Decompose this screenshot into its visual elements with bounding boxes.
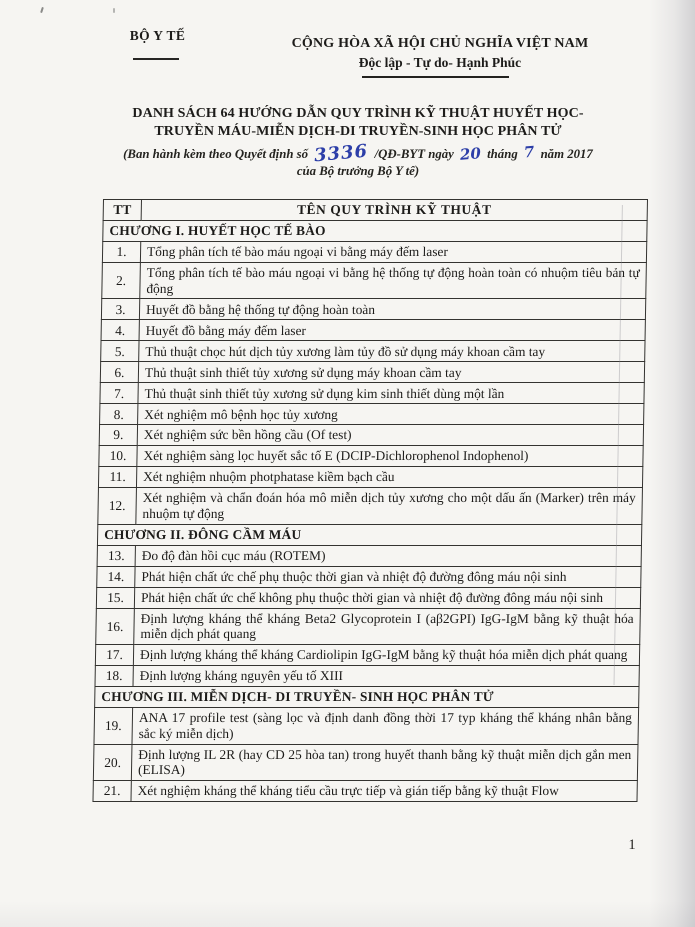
row-procedure-name: Phát hiện chất ức chế phụ thuộc thời gian và nhiệt độ đường đông máu nội sinh	[135, 566, 641, 587]
row-number: 16.	[96, 608, 135, 645]
table-row	[100, 383, 644, 404]
scan-speck	[40, 7, 44, 13]
chapter-title: CHƯƠNG III. MIỄN DỊCH- DI TRUYỀN- SINH HỌC PHÂN TỬ	[95, 687, 639, 708]
row-procedure-name: ANA 17 profile test (sàng lọc và định danh đồng thời 17 typ kháng thể kháng nhân bằng sắc ký miễn dịch)	[132, 708, 639, 745]
issuing-org: BỘ Y TẾ	[129, 28, 186, 43]
table-row	[102, 262, 647, 299]
decree-mid1: /QĐ-BYT ngày	[374, 147, 454, 161]
handwritten-decree-number: 3336	[313, 140, 370, 167]
table-row	[100, 362, 644, 383]
row-procedure-name: Tổng phân tích tế bào máu ngoại vi bằng máy đếm laser	[140, 241, 646, 262]
row-procedure-name: Thủ thuật sinh thiết tủy xương sử dụng máy khoan cầm tay	[138, 362, 644, 383]
decree-subtitle-line2: của Bộ trưởng Bộ Y tế)	[296, 164, 420, 178]
row-procedure-name: Tổng phân tích tế bào máu ngoại vi bằng hệ thống tự động hoàn toàn có nhuộm tiêu bản tự động	[140, 262, 647, 299]
table-row	[93, 781, 637, 802]
chapter-row	[103, 220, 647, 241]
procedure-table-container	[92, 199, 648, 802]
row-procedure-name: Xét nghiệm mô bệnh học tủy xương	[138, 404, 644, 425]
row-procedure-name: Định lượng kháng thể kháng Cardiolipin IgG-IgM bằng kỹ thuật hóa miễn dịch phát quang	[133, 645, 639, 666]
row-number: 1.	[102, 241, 140, 262]
procedure-table	[92, 199, 648, 802]
handwritten-day: 20	[459, 144, 482, 164]
row-number: 5.	[101, 341, 139, 362]
table-row	[101, 299, 645, 320]
table-row	[101, 320, 645, 341]
scan-bottom-shadow	[0, 901, 695, 927]
row-number: 4.	[101, 320, 139, 341]
table-row	[97, 566, 641, 587]
column-header-procedure-name: TÊN QUY TRÌNH KỸ THUẬT	[141, 200, 647, 221]
decree-suffix: năm 2017	[540, 147, 593, 161]
scan-speck	[113, 8, 115, 13]
column-header-tt: TT	[103, 200, 141, 221]
row-procedure-name: Định lượng kháng nguyên yếu tố XIII	[133, 666, 639, 687]
row-number: 10.	[99, 446, 137, 467]
table-row	[102, 241, 646, 262]
table-row	[96, 587, 640, 608]
motto-underline	[362, 76, 509, 78]
table-row	[99, 446, 643, 467]
table-row	[99, 425, 643, 446]
row-number: 3.	[101, 299, 139, 320]
org-underline	[133, 58, 179, 60]
table-row	[98, 467, 642, 488]
table-row	[96, 608, 641, 645]
table-row	[97, 545, 641, 566]
table-row	[95, 666, 639, 687]
row-number: 9.	[99, 425, 137, 446]
row-procedure-name: Xét nghiệm kháng thể kháng tiểu cầu trực tiếp và gián tiếp bằng kỹ thuật Flow	[131, 781, 637, 802]
row-number: 2.	[102, 262, 141, 299]
chapter-row	[97, 524, 641, 545]
row-procedure-name: Huyết đồ bằng hệ thống tự động hoàn toàn	[139, 299, 645, 320]
row-number: 18.	[95, 666, 133, 687]
row-procedure-name: Phát hiện chất ức chế không phụ thuộc thời gian và nhiệt độ đường đông máu nội sinh	[134, 587, 640, 608]
decree-prefix: (Ban hành kèm theo Quyết định số	[123, 147, 309, 161]
table-header-row	[103, 200, 647, 221]
row-procedure-name: Xét nghiệm nhuộm photphatase kiềm bạch cầu	[136, 467, 642, 488]
row-number: 6.	[100, 362, 138, 383]
row-number: 11.	[98, 467, 136, 488]
row-number: 7.	[100, 383, 138, 404]
row-number: 13.	[97, 545, 135, 566]
national-title: CỘNG HÒA XÃ HỘI CHỦ NGHĨA VIỆT NAM	[291, 36, 589, 51]
decree-mid2: tháng	[487, 147, 518, 161]
table-row	[93, 744, 638, 781]
row-number: 17.	[95, 645, 133, 666]
row-procedure-name: Thủ thuật sinh thiết tủy xương sử dụng kim sinh thiết dùng một lần	[138, 383, 644, 404]
chapter-title: CHƯƠNG II. ĐÔNG CẦM MÁU	[97, 524, 641, 545]
table-row	[101, 341, 645, 362]
row-procedure-name: Định lượng IL 2R (hay CD 25 hòa tan) trong huyết thanh bằng kỹ thuật miễn dịch gắn men (ELISA)	[131, 744, 638, 781]
chapter-row	[95, 687, 639, 708]
document-title	[68, 105, 648, 140]
row-procedure-name: Xét nghiệm và chẩn đoán hóa mô miễn dịch tủy xương cho một dấu ấn (Marker) trên máy nhuộm tự động	[136, 488, 643, 525]
row-number: 19.	[94, 708, 133, 745]
row-number: 20.	[93, 744, 132, 781]
procedure-table-body	[93, 220, 647, 801]
document-title-line1: DANH SÁCH 64 HƯỚNG DẪN QUY TRÌNH KỸ THUẬT HUYẾT HỌC-	[132, 106, 584, 121]
row-procedure-name: Huyết đồ bằng máy đếm laser	[139, 320, 645, 341]
table-row	[95, 645, 639, 666]
document-title-line2: TRUYỀN MÁU-MIỄN DỊCH-DI TRUYỀN-SINH HỌC PHÂN TỬ	[154, 123, 562, 139]
row-number: 12.	[98, 488, 137, 525]
page-number: 1	[628, 837, 636, 853]
decree-subtitle-line1	[48, 140, 668, 167]
row-number: 14.	[97, 566, 135, 587]
national-motto: Độc lập - Tự do- Hạnh Phúc	[358, 55, 522, 70]
decree-subtitle	[48, 140, 668, 180]
row-procedure-name: Thủ thuật chọc hút dịch tủy xương làm tủy đồ sử dụng máy khoan cầm tay	[139, 341, 645, 362]
table-row	[98, 488, 643, 525]
scan-edge-shadow	[649, 0, 695, 927]
row-procedure-name: Xét nghiệm sức bền hồng cầu (Of test)	[137, 425, 643, 446]
row-number: 8.	[100, 404, 138, 425]
row-number: 21.	[93, 781, 131, 802]
row-procedure-name: Định lượng kháng thể kháng Beta2 Glycoprotein I (aβ2GPI) IgG-IgM bằng kỹ thuật hóa miễn dịch phát quang	[134, 608, 641, 645]
handwritten-month: 7	[523, 142, 536, 162]
row-number: 15.	[96, 587, 134, 608]
row-procedure-name: Xét nghiệm sàng lọc huyết sắc tố E (DCIP-Dichlorophenol Indophenol)	[137, 446, 643, 467]
table-row	[94, 708, 639, 745]
chapter-title: CHƯƠNG I. HUYẾT HỌC TẾ BÀO	[103, 220, 647, 241]
row-procedure-name: Đo độ đàn hồi cục máu (ROTEM)	[135, 545, 641, 566]
national-header	[245, 36, 635, 71]
table-row	[100, 404, 644, 425]
